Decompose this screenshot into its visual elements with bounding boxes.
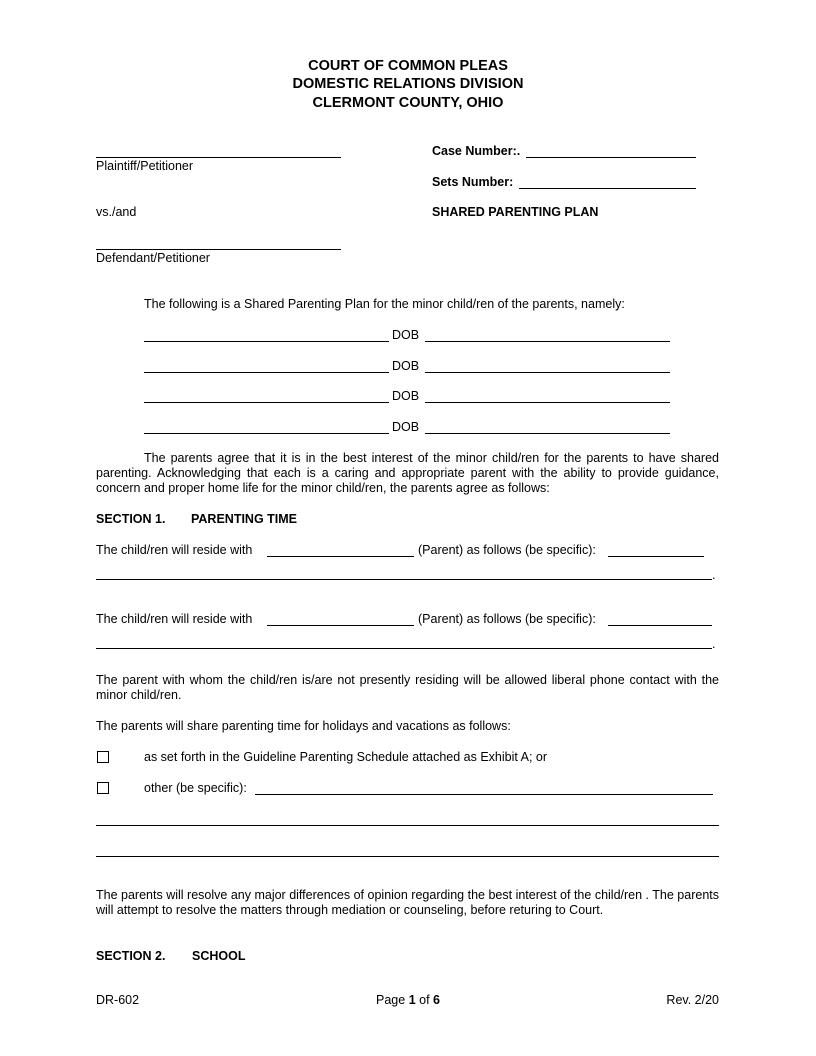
dob-label: DOB	[392, 389, 420, 403]
guideline-option-label: as set forth in the Guideline Parenting Schedule attached as Exhibit A; or	[144, 750, 548, 764]
case-number-line[interactable]	[526, 157, 696, 158]
page-current: 1	[408, 993, 416, 1007]
reside-parent-line[interactable]	[267, 556, 414, 557]
case-number-label: Case Number:.	[432, 144, 521, 158]
form-title: SHARED PARENTING PLAN	[432, 205, 599, 219]
holidays-intro: The parents will share parenting time for holidays and vacations as follows:	[96, 719, 511, 733]
child-name-line[interactable]	[144, 372, 389, 373]
intro-text: The following is a Shared Parenting Plan for the minor child/ren of the parents, namely:	[144, 297, 625, 311]
sets-number-line[interactable]	[519, 188, 696, 189]
reside-suffix: (Parent) as follows (be specific):	[418, 612, 596, 626]
differences-paragraph: The parents will resolve any major differences of opinion regarding the best interest of the child/ren . The parents will attempt to resolve the matters through mediation or counseling, before returing to Court.	[96, 888, 719, 917]
reside-period: .	[712, 637, 716, 651]
agreement-paragraph	[96, 451, 719, 496]
defendant-label: Defendant/Petitioner	[96, 251, 210, 265]
other-specific-line[interactable]	[255, 794, 713, 795]
child-dob-line[interactable]	[425, 433, 670, 434]
reside-detail-line[interactable]	[96, 648, 712, 649]
plaintiff-name-line[interactable]	[96, 157, 341, 158]
division-name: DOMESTIC RELATIONS DIVISION	[292, 76, 524, 92]
other-option-label: other (be specific):	[144, 781, 247, 795]
agreement-text: The parents agree that it is in the best interest of the minor child/ren for the parents to have shared parenting. Acknowledging that each is a caring and appropriate parent with the ability to provide guidance, concern and proper home life for the minor child/ren, the parents agree as follows:	[96, 451, 719, 495]
county-name: CLERMONT COUNTY, OHIO	[312, 95, 504, 111]
section1-number: SECTION 1.	[96, 512, 166, 526]
court-name: COURT OF COMMON PLEAS	[308, 58, 508, 74]
child-name-line[interactable]	[144, 402, 389, 403]
page-word: Page	[376, 993, 406, 1007]
dob-label: DOB	[392, 328, 420, 342]
page-of: of	[419, 993, 430, 1007]
page-total: 6	[433, 993, 440, 1007]
child-dob-line[interactable]	[425, 372, 670, 373]
reside-prefix: The child/ren will reside with	[96, 543, 253, 557]
vs-label: vs./and	[96, 205, 137, 219]
reside-specific-line[interactable]	[608, 625, 712, 626]
reside-detail-line[interactable]	[96, 579, 712, 580]
other-detail-line[interactable]	[96, 856, 719, 857]
child-dob-line[interactable]	[425, 402, 670, 403]
dob-label: DOB	[392, 359, 420, 373]
other-detail-line[interactable]	[96, 825, 719, 826]
dob-label: DOB	[392, 420, 420, 434]
other-checkbox[interactable]	[97, 782, 109, 794]
plaintiff-label: Plaintiff/Petitioner	[96, 159, 194, 173]
section1-title: PARENTING TIME	[191, 512, 298, 526]
sets-number-label: Sets Number:	[432, 175, 514, 189]
reside-prefix: The child/ren will reside with	[96, 612, 253, 626]
reside-specific-line[interactable]	[608, 556, 704, 557]
child-name-line[interactable]	[144, 341, 389, 342]
child-name-line[interactable]	[144, 433, 389, 434]
form-id: DR-602	[96, 993, 140, 1007]
guideline-checkbox[interactable]	[97, 751, 109, 763]
reside-period: .	[712, 568, 716, 582]
section2-title: SCHOOL	[192, 949, 246, 963]
defendant-name-line[interactable]	[96, 249, 341, 250]
child-dob-line[interactable]	[425, 341, 670, 342]
revision: Rev. 2/20	[666, 993, 719, 1007]
reside-parent-line[interactable]	[267, 625, 414, 626]
phone-contact-paragraph: The parent with whom the child/ren is/are not presently residing will be allowed liberal phone contact with the minor child/ren.	[96, 673, 719, 702]
section2-number: SECTION 2.	[96, 949, 166, 963]
reside-suffix: (Parent) as follows (be specific):	[418, 543, 596, 557]
